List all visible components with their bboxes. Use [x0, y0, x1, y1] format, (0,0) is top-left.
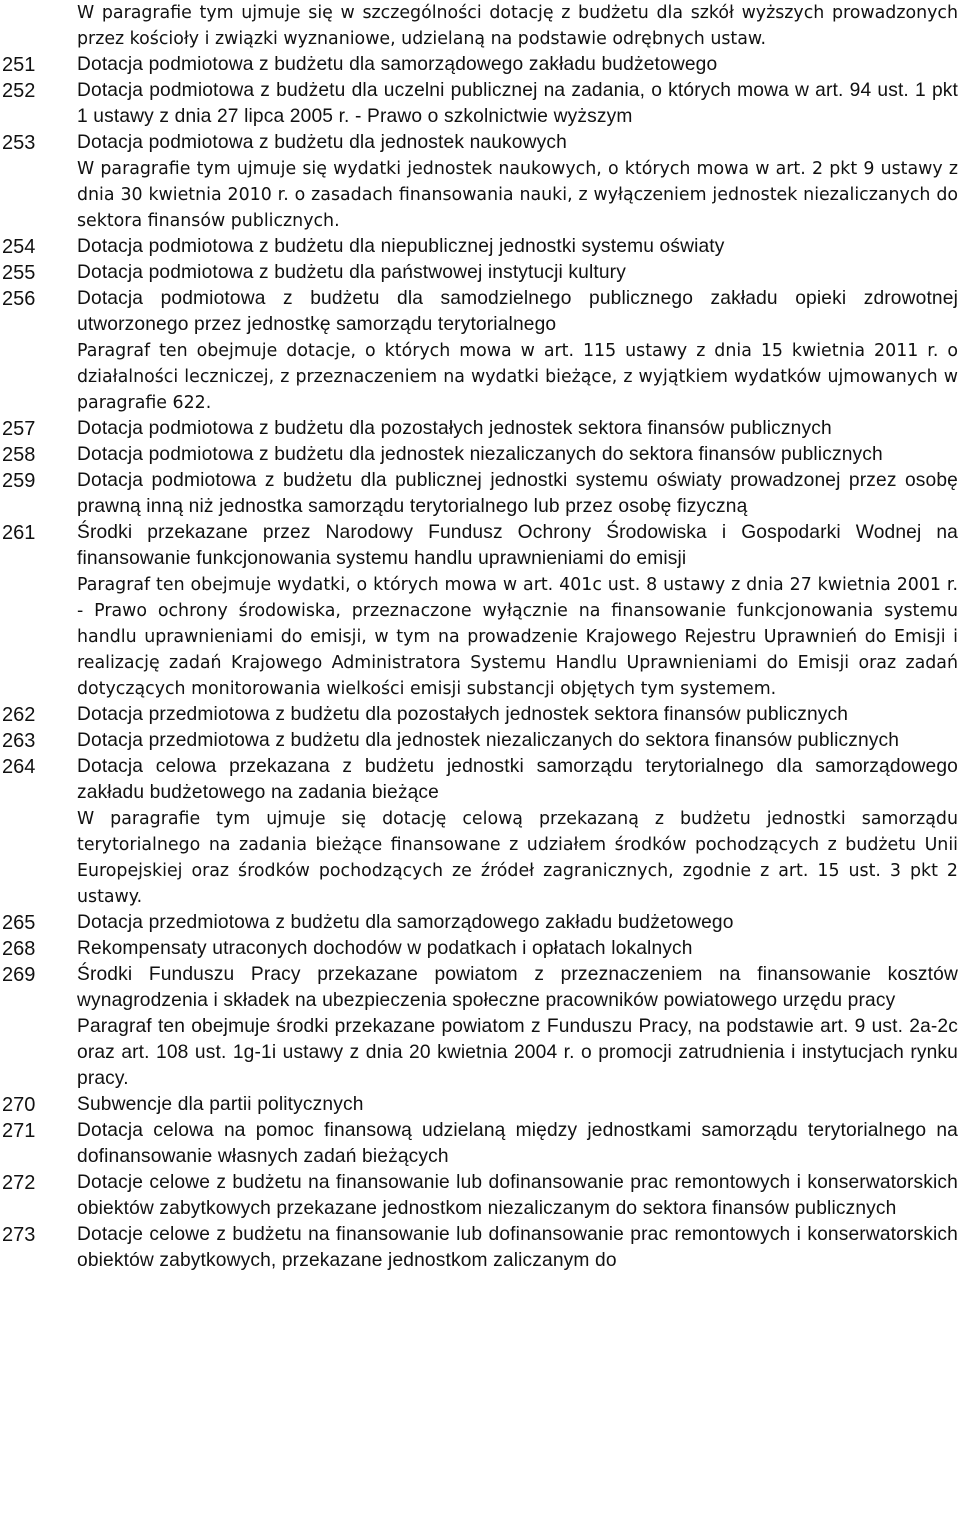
paragraph-description: Paragraf ten obejmuje dotacje, o których mowa w art. 115 ustawy z dnia 15 kwietnia 2011 r. o działalności leczniczej, z przeznaczeniem na wydatki bieżące, z wyjątkiem wydatków ujmowanych w paragrafie 622.: [77, 341, 958, 413]
paragraph-entry: [0, 416, 960, 442]
paragraph-number: 264: [2, 756, 36, 778]
paragraph-title: Dotacje celowe z budżetu na finansowanie lub dofinansowanie prac remontowych i konserwatorskich obiektów zabytkowych, przekazane jednostkom zaliczanym do: [77, 1224, 958, 1271]
paragraph-body: [77, 520, 960, 702]
paragraph-title: Dotacja podmiotowa z budżetu dla publicznej jednostki systemu oświaty prowadzonej przez osobę prawną inną niż jednostka samorządu terytorialnego lub przez osobę fizyczną: [77, 470, 958, 517]
paragraph-number: 258: [2, 444, 36, 466]
paragraph-entry: [0, 78, 960, 130]
paragraph-number: 256: [2, 288, 36, 310]
paragraph-number: 254: [2, 236, 36, 258]
paragraph-title: Dotacje celowe z budżetu na finansowanie lub dofinansowanie prac remontowych i konserwatorskich obiektów zabytkowych przekazane jednostkom niezaliczanym do sektora finansów publicznych: [77, 1172, 958, 1219]
paragraph-number: 269: [2, 964, 36, 986]
paragraph-number: 273: [2, 1224, 36, 1246]
paragraph-entry: [0, 1118, 960, 1170]
paragraph-number: 261: [2, 522, 36, 544]
paragraph-body: [77, 754, 960, 910]
paragraph-number: 270: [2, 1094, 36, 1116]
paragraph-title: Dotacja podmiotowa z budżetu dla jednostek naukowych: [77, 132, 567, 153]
paragraph-entry: [0, 260, 960, 286]
paragraph-title: Dotacja podmiotowa z budżetu dla samodzielnego publicznego zakładu opieki zdrowotnej utworzonego przez jednostkę samorządu terytorialnego: [77, 288, 958, 335]
paragraph-entry: [0, 1092, 960, 1118]
paragraph-title: Dotacja przedmiotowa z budżetu dla jednostek niezaliczanych do sektora finansów publicznych: [77, 730, 900, 751]
paragraph-title: Dotacja celowa na pomoc finansową udzielaną między jednostkami samorządu terytorialnego na dofinansowanie własnych zadań bieżących: [77, 1120, 958, 1167]
paragraph-title: Dotacja podmiotowa z budżetu dla jednostek niezaliczanych do sektora finansów publicznych: [77, 444, 883, 465]
paragraph-entry: [0, 754, 960, 910]
paragraph-entry: [0, 1170, 960, 1222]
paragraph-number: 268: [2, 938, 36, 960]
paragraph-title: Środki przekazane przez Narodowy Fundusz Ochrony Środowiska i Gospodarki Wodnej na finansowanie funkcjonowania systemu handlu uprawnieniami do emisji: [77, 522, 958, 569]
paragraph-description: Paragraf ten obejmuje środki przekazane powiatom z Funduszu Pracy, na podstawie art. 9 ust. 2a-2c oraz art. 108 ust. 1g-1i ustawy z dnia 20 kwietnia 2004 r. o promocji zatrudnienia i instytucjach rynku pracy.: [77, 1016, 958, 1089]
paragraph-body: [77, 78, 960, 130]
paragraph-body: [77, 728, 960, 754]
paragraph-number: 259: [2, 470, 36, 492]
paragraph-entry: [0, 130, 960, 234]
paragraph-number: 255: [2, 262, 36, 284]
paragraph-title: Dotacja przedmiotowa z budżetu dla samorządowego zakładu budżetowego: [77, 912, 734, 933]
paragraph-title: Dotacja podmiotowa z budżetu dla uczelni publicznej na zadania, o których mowa w art. 94 ust. 1 pkt 1 ustawy z dnia 27 lipca 2005 r. - Prawo o szkolnictwie wyższym: [77, 80, 958, 127]
paragraph-entry: [0, 468, 960, 520]
paragraph-body: [77, 416, 960, 442]
paragraph-body: [77, 910, 960, 936]
paragraph-description: Paragraf ten obejmuje wydatki, o których mowa w art. 401c ust. 8 ustawy z dnia 27 kwietnia 2001 r. - Prawo ochrony środowiska, przeznaczone wyłącznie na finansowanie funkcjonowania systemu handlu uprawnieniami do emisji, w tym na prowadzenie Krajowego Rejestru Uprawnień do Emisji i realizację zadań Krajowego Administratora Systemu Handlu Uprawnieniami do Emisji oraz zadań dotyczących monitorowania wielkości emisji substancji objętych tym systemem.: [77, 575, 958, 699]
paragraph-body: [77, 1222, 960, 1274]
paragraph-body: [77, 130, 960, 234]
paragraph-entry: [0, 0, 960, 52]
paragraph-number: 262: [2, 704, 36, 726]
paragraph-entry: [0, 234, 960, 260]
paragraph-title: Środki Funduszu Pracy przekazane powiatom z przeznaczeniem na finansowanie kosztów wynagrodzenia i składek na ubezpieczenia społeczne pracowników powiatowego urzędu pracy: [77, 964, 958, 1011]
paragraph-title: Subwencje dla partii politycznych: [77, 1094, 364, 1115]
paragraph-title: Dotacja przedmiotowa z budżetu dla pozostałych jednostek sektora finansów publicznych: [77, 704, 849, 725]
paragraph-body: [77, 962, 960, 1092]
paragraph-body: [77, 1092, 960, 1118]
paragraph-entry: [0, 442, 960, 468]
paragraph-description: W paragrafie tym ujmuje się dotację celową przekazaną z budżetu jednostki samorządu terytorialnego na zadania bieżące finansowane z udziałem środków pochodzących z budżetu Unii Europejskiej oraz środków pochodzących ze źródeł zagranicznych, zgodnie z art. 15 ust. 3 pkt 2 ustawy.: [77, 809, 958, 907]
paragraph-number: 263: [2, 730, 36, 752]
paragraph-number: 253: [2, 132, 36, 154]
paragraph-entry: [0, 520, 960, 702]
paragraph-title: Dotacja podmiotowa z budżetu dla samorządowego zakładu budżetowego: [77, 54, 718, 75]
paragraph-title: Dotacja celowa przekazana z budżetu jednostki samorządu terytorialnego dla samorządowego zakładu budżetowego na zadania bieżące: [77, 756, 958, 803]
paragraph-body: [77, 1170, 960, 1222]
paragraph-number: 257: [2, 418, 36, 440]
paragraph-entry: [0, 702, 960, 728]
paragraph-number: 265: [2, 912, 36, 934]
paragraph-body: [77, 702, 960, 728]
paragraph-body: [77, 442, 960, 468]
paragraph-number: 272: [2, 1172, 36, 1194]
paragraph-body: [77, 936, 960, 962]
paragraph-description: W paragrafie tym ujmuje się wydatki jednostek naukowych, o których mowa w art. 2 pkt 9 ustawy z dnia 30 kwietnia 2010 r. o zasadach finansowania nauki, z wyłączeniem jednostek niezaliczanych do sektora finansów publicznych.: [77, 159, 958, 231]
paragraph-title: Rekompensaty utraconych dochodów w podatkach i opłatach lokalnych: [77, 938, 693, 959]
paragraph-entry: [0, 52, 960, 78]
paragraph-entry: [0, 962, 960, 1092]
paragraph-description: W paragrafie tym ujmuje się w szczególności dotację z budżetu dla szkół wyższych prowadzonych przez kościoły i związki wyznaniowe, udzielaną na podstawie odrębnych ustaw.: [77, 3, 958, 49]
paragraph-body: [77, 260, 960, 286]
paragraph-body: [77, 0, 960, 52]
paragraph-body: [77, 468, 960, 520]
paragraph-body: [77, 52, 960, 78]
paragraph-body: [77, 234, 960, 260]
paragraph-entry: [0, 1222, 960, 1274]
paragraph-number: 252: [2, 80, 36, 102]
paragraph-entry: [0, 936, 960, 962]
paragraph-title: Dotacja podmiotowa z budżetu dla niepublicznej jednostki systemu oświaty: [77, 236, 725, 257]
paragraph-number: 271: [2, 1120, 36, 1142]
paragraph-body: [77, 286, 960, 416]
paragraph-entry: [0, 910, 960, 936]
paragraph-entry: [0, 728, 960, 754]
paragraph-title: Dotacja podmiotowa z budżetu dla państwowej instytucji kultury: [77, 262, 626, 283]
paragraph-body: [77, 1118, 960, 1170]
paragraph-entry: [0, 286, 960, 416]
paragraph-number: 251: [2, 54, 36, 76]
paragraph-title: Dotacja podmiotowa z budżetu dla pozostałych jednostek sektora finansów publicznych: [77, 418, 832, 439]
